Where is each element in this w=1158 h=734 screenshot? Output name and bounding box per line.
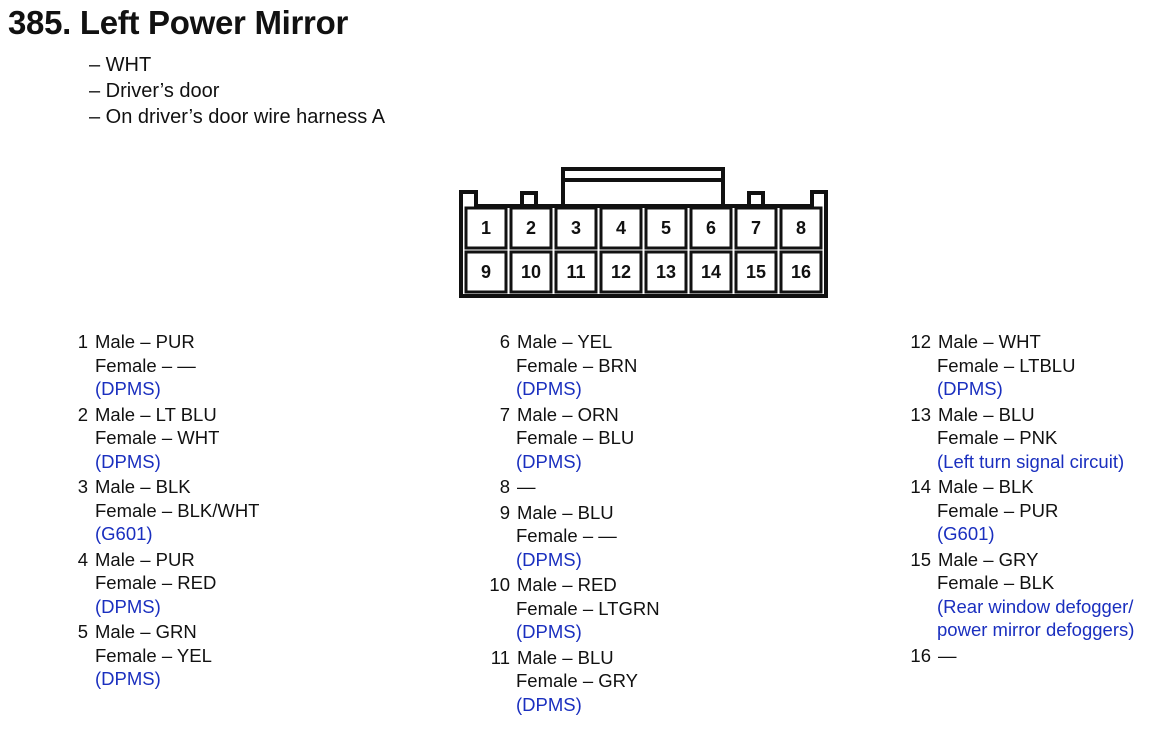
pin-entry [489, 573, 660, 644]
pin-male-wire: Male – BLU [517, 646, 614, 668]
pin-entry [68, 330, 260, 401]
pin-circuit-note: (Rear window defogger/ [937, 595, 1134, 617]
pin-number: 13 [910, 403, 931, 425]
pin-cavity-number: 8 [795, 218, 807, 238]
pin-entry-line [489, 669, 660, 693]
pin-entry-line [68, 330, 260, 354]
pin-entry-line [489, 620, 660, 644]
pin-entry [910, 330, 1134, 401]
pin-entry-line [68, 667, 260, 691]
pin-male-wire: Male – RED [517, 574, 617, 595]
pin-number: 10 [489, 574, 510, 595]
pin-entry-line [910, 354, 1134, 378]
pin-number: 14 [910, 476, 931, 497]
pin-entry-line [910, 618, 1134, 642]
pin-circuit-note: (DPMS) [516, 548, 582, 570]
pin-entry-line [68, 499, 260, 523]
page-title: 385. Left Power Mirror [8, 4, 348, 41]
pin-circuit-note: (DPMS) [937, 378, 1003, 399]
pin-male-wire: Male – BLK [95, 476, 191, 497]
pin-cavity-number: 16 [790, 262, 812, 282]
pin-entry-line [489, 475, 660, 499]
pin-entry [68, 548, 260, 619]
pin-male-wire: Male – PUR [95, 548, 195, 570]
pin-entry [68, 403, 260, 474]
pin-male-wire: Male – BLU [938, 403, 1035, 425]
pin-entry-line [68, 644, 260, 668]
pin-number: 11 [490, 646, 510, 668]
pin-entry-line [910, 475, 1134, 499]
pin-female-wire: Female – BLK [937, 572, 1055, 593]
pin-entry-line [68, 354, 260, 378]
pin-female-wire: Female – BLK/WHT [95, 499, 260, 521]
pin-entry-line [68, 377, 260, 401]
pin-column-middle [489, 330, 660, 718]
pin-cavity-number: 14 [700, 262, 722, 282]
pin-entry-line [68, 450, 260, 474]
pin-entry-line [910, 548, 1134, 572]
pin-number: 5 [77, 621, 88, 642]
pin-female-wire: Female – PNK [937, 427, 1058, 448]
pin-entry-line [489, 450, 660, 474]
pin-cavity-number: 12 [610, 262, 632, 282]
pin-entry-line [489, 501, 660, 525]
pin-female-wire: Female – LTBLU [937, 354, 1076, 376]
pin-number: 8 [499, 476, 510, 497]
pin-number: 4 [77, 548, 88, 570]
pin-number: 12 [910, 331, 931, 352]
pin-circuit-note: (DPMS) [516, 378, 582, 399]
pin-male-wire: Male – WHT [938, 331, 1041, 352]
pin-entry [68, 475, 260, 546]
pin-female-wire: Female – GRY [516, 670, 639, 691]
pin-cavity-number: 9 [480, 262, 492, 282]
pin-circuit-note: (Left turn signal circuit) [937, 450, 1125, 472]
pin-cavity-number: 7 [750, 218, 762, 238]
pin-number: 3 [77, 476, 88, 497]
pin-number: 15 [910, 548, 931, 570]
pin-entry-line [489, 573, 660, 597]
pin-entry-line [910, 377, 1134, 401]
pin-circuit-note: (G601) [95, 523, 153, 544]
subtitle-location: – Driver’s door [89, 80, 220, 102]
pin-number: 6 [499, 331, 510, 352]
pin-entry-line [489, 597, 660, 621]
pin-entry [68, 620, 260, 691]
pin-entry-line [910, 644, 1134, 668]
pin-entry-line [910, 499, 1134, 523]
pin-entry-line [489, 403, 660, 427]
subtitle-harness: – On driver’s door wire harness A [89, 106, 386, 128]
pin-entry-line [68, 403, 260, 427]
pin-entry [489, 475, 660, 499]
pin-entry-line [910, 403, 1134, 427]
connector-latch [563, 169, 723, 206]
pin-entry [489, 403, 660, 474]
pin-entry-line [489, 426, 660, 450]
pin-entry [910, 475, 1134, 546]
pin-entry-line [910, 426, 1134, 450]
pin-entry-line [910, 330, 1134, 354]
pin-number: 2 [77, 403, 88, 425]
pin-female-wire: Female – WHT [95, 427, 220, 448]
pin-entry-line [68, 522, 260, 546]
pin-entry [910, 548, 1134, 642]
pin-cavity-number: 13 [655, 262, 677, 282]
pin-circuit-note: power mirror defoggers) [937, 619, 1135, 640]
pin-number: 1 [77, 331, 88, 352]
pin-column-right [910, 330, 1134, 669]
pin-entry-line [68, 595, 260, 619]
pin-number: 16 [910, 644, 931, 666]
pin-cavity-number: 11 [566, 262, 586, 282]
pin-cavity-number: 4 [615, 218, 627, 238]
pin-circuit-note: (DPMS) [516, 693, 582, 715]
pin-female-wire: Female – — [516, 525, 617, 546]
pin-circuit-note: (DPMS) [516, 621, 582, 642]
pin-entry-line [489, 646, 660, 670]
pin-cavity-number: 1 [480, 218, 492, 238]
pin-female-wire: Female – PUR [937, 499, 1059, 521]
pin-entry-line [489, 693, 660, 717]
pin-cavity-number: 6 [705, 218, 717, 238]
pin-entry [489, 501, 660, 572]
pin-cavity-number: 15 [745, 262, 767, 282]
pin-entry [910, 644, 1134, 668]
pin-male-wire: Male – BLU [517, 501, 614, 523]
pin-male-wire: Male – BLK [938, 476, 1034, 497]
pin-male-wire: Male – LT BLU [95, 403, 217, 425]
pin-entry [489, 646, 660, 717]
pin-female-wire: Female – RED [95, 572, 217, 593]
pin-female-wire: Female – YEL [95, 644, 212, 666]
pin-number: 9 [499, 501, 510, 523]
pin-entry [489, 330, 660, 401]
pin-entry-line [489, 354, 660, 378]
pin-male-wire: Male – GRY [938, 548, 1039, 570]
subtitle-color: – WHT [89, 54, 152, 76]
pin-circuit-note: (DPMS) [95, 668, 161, 689]
pin-column-left [68, 330, 260, 693]
pin-male-wire: — [938, 644, 957, 666]
pin-entry-line [489, 548, 660, 572]
pin-entry-line [68, 571, 260, 595]
pin-entry-line [68, 620, 260, 644]
pin-cavity-number: 5 [660, 218, 672, 238]
pin-entry-line [68, 426, 260, 450]
pin-entry-line [910, 450, 1134, 474]
pin-circuit-note: (DPMS) [516, 450, 582, 472]
pin-entry-line [68, 548, 260, 572]
pin-entry-line [489, 524, 660, 548]
pin-male-wire: Male – GRN [95, 621, 197, 642]
pin-female-wire: Female – LTGRN [516, 597, 660, 619]
pin-female-wire: Female – BRN [516, 354, 638, 376]
pin-male-wire: Male – ORN [517, 403, 619, 425]
pin-male-wire: Male – YEL [517, 331, 613, 352]
pin-entry-line [489, 330, 660, 354]
pin-entry-line [910, 522, 1134, 546]
pin-cavity-number: 2 [525, 218, 537, 238]
pin-female-wire: Female – BLU [516, 427, 635, 448]
pin-cavity-number: 3 [570, 218, 582, 238]
pin-male-wire: — [517, 476, 536, 497]
pin-entry-line [910, 571, 1134, 595]
pin-entry [910, 403, 1134, 474]
connector-key-right [749, 193, 763, 206]
pin-circuit-note: (G601) [937, 523, 995, 544]
pin-female-wire: Female – — [95, 354, 196, 376]
pin-entry-line [489, 377, 660, 401]
pin-circuit-note: (DPMS) [95, 450, 161, 472]
pin-male-wire: Male – PUR [95, 331, 195, 352]
pin-circuit-note: (DPMS) [95, 595, 161, 617]
pin-entry-line [910, 595, 1134, 619]
pin-cavity-number: 10 [520, 262, 542, 282]
pin-number: 7 [499, 403, 510, 425]
pin-entry-line [68, 475, 260, 499]
pin-circuit-note: (DPMS) [95, 378, 161, 399]
connector-key-left [522, 193, 536, 206]
